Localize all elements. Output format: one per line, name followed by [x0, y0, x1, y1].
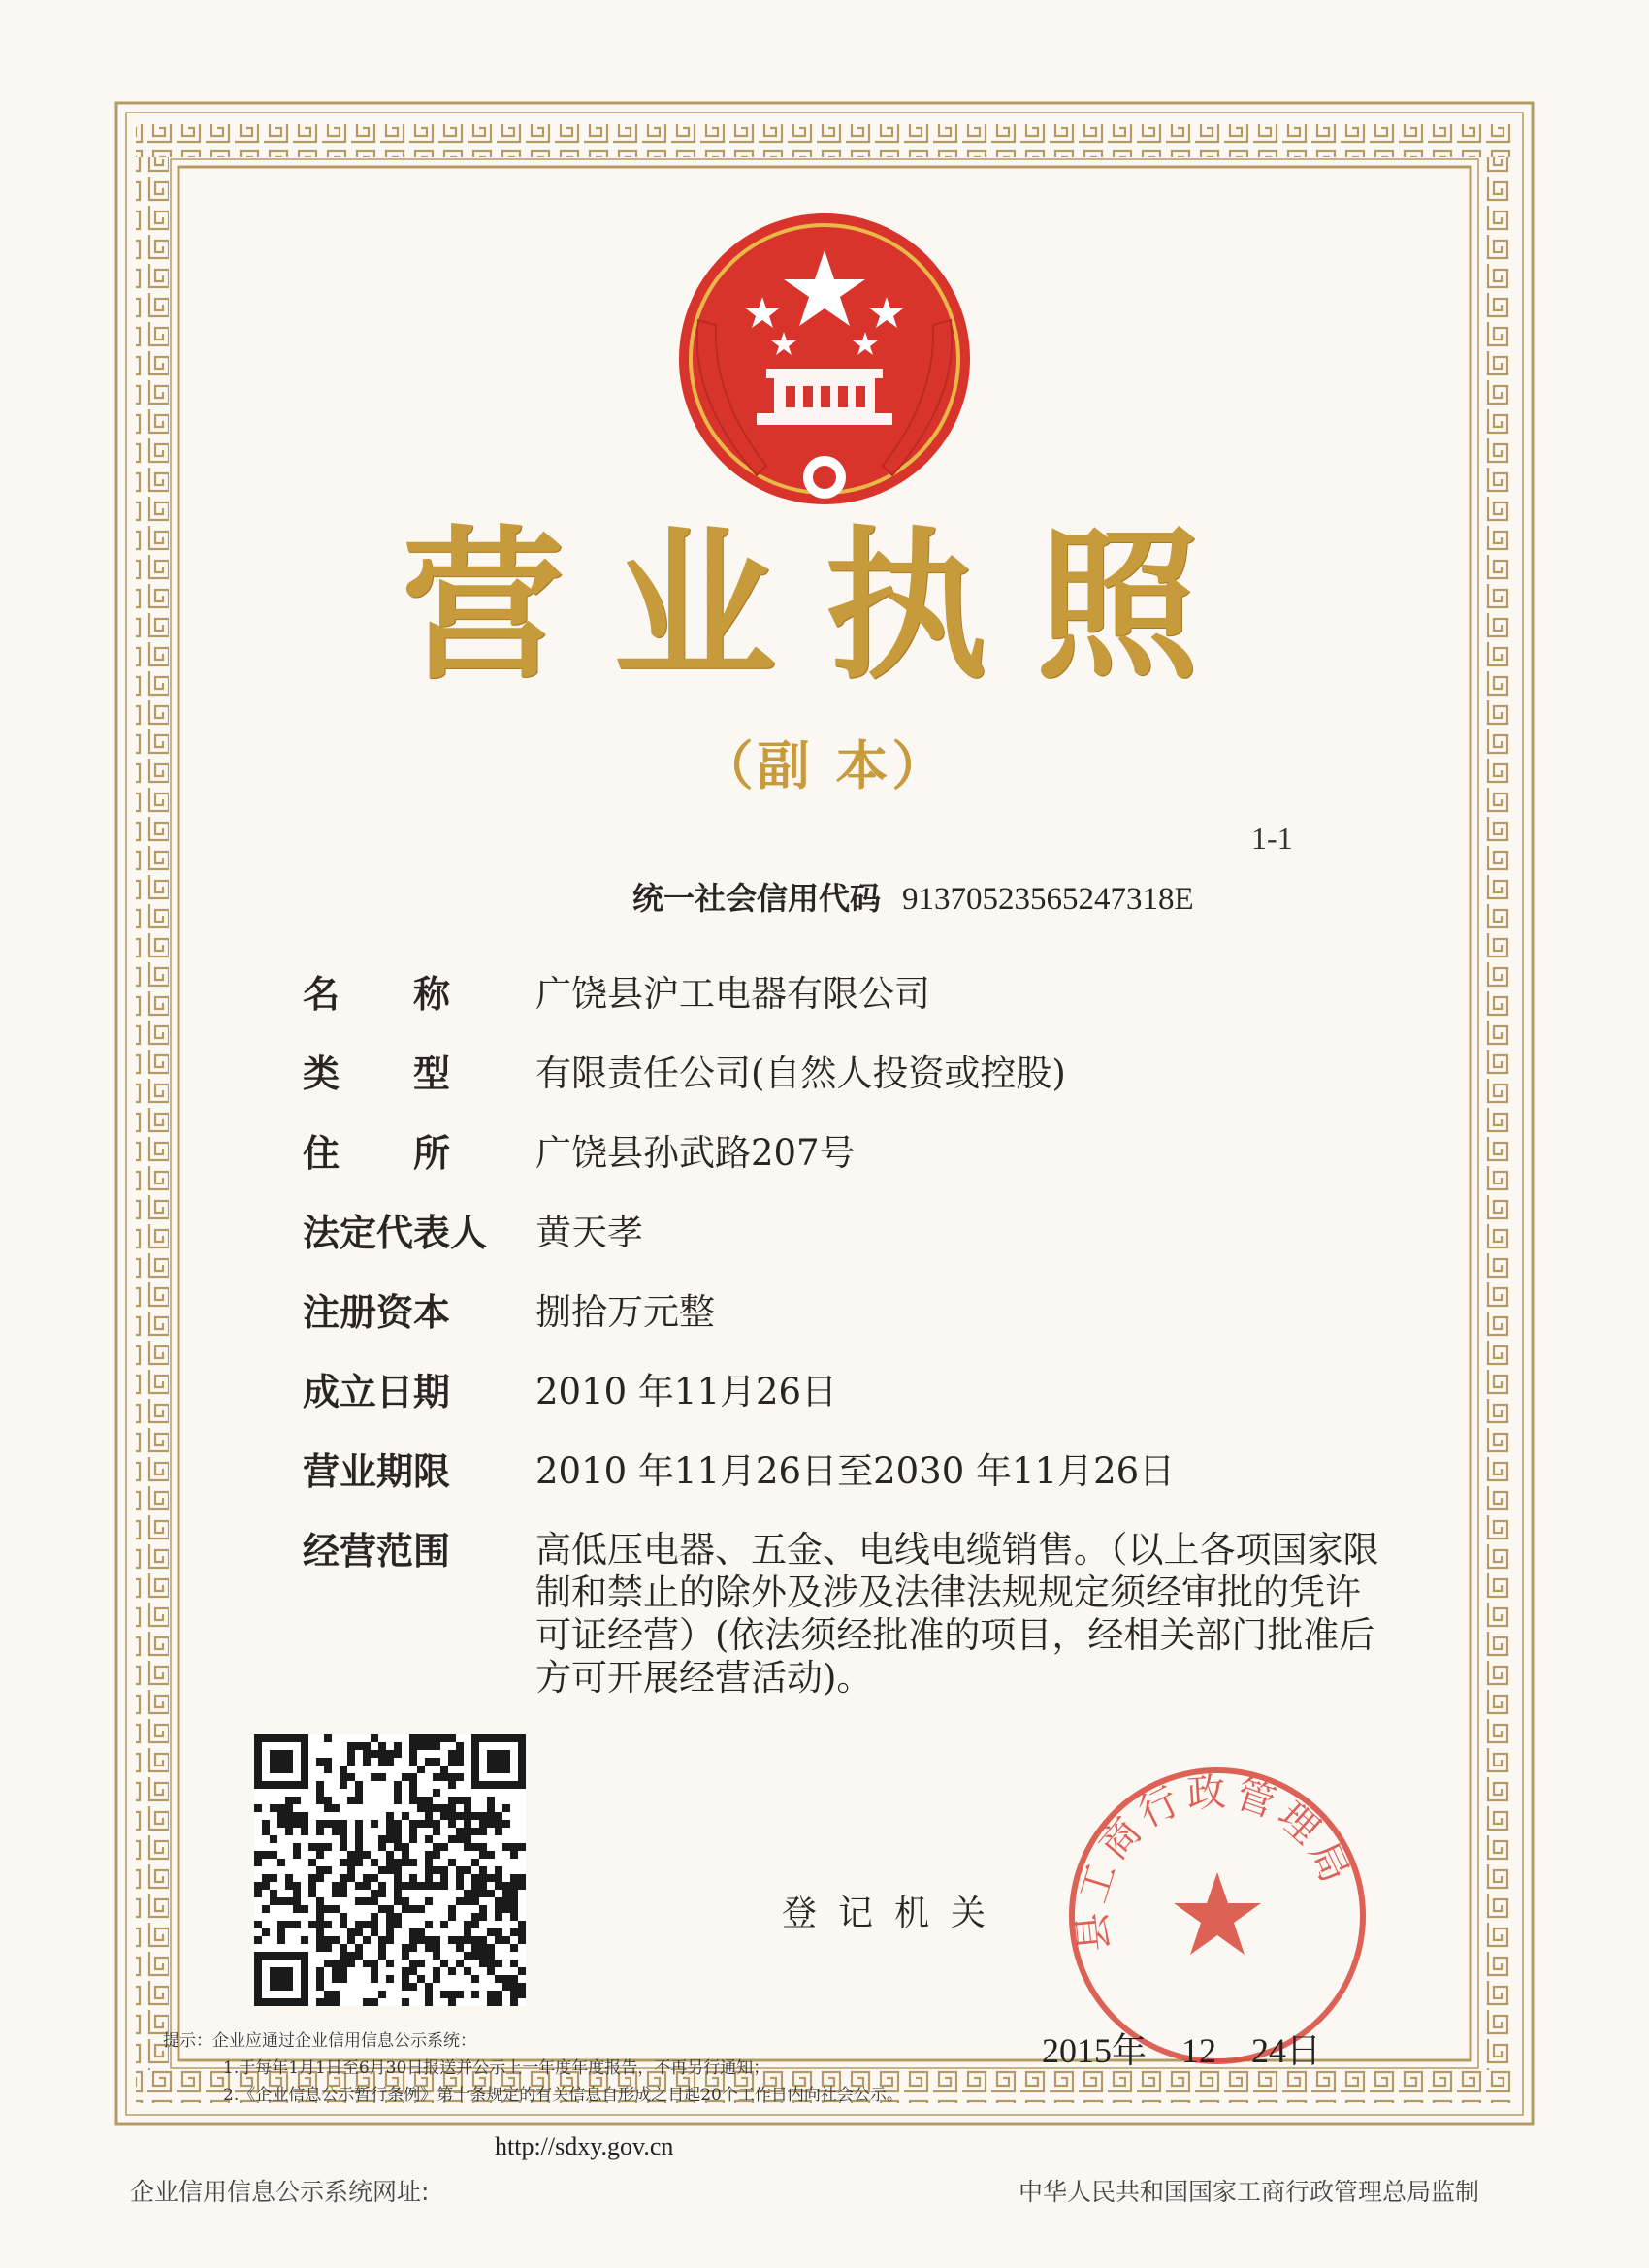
field-label: 法定代表人 — [303, 1212, 488, 1254]
field-value: 有限责任公司(自然人投资或控股) — [535, 1053, 1066, 1094]
field-value: 高低压电器、五金、电线电缆销售。（以上各项国家限制和禁止的除外及涉及法律法规规定须经审批的凭许可证经营）(依法须经批准的项目，经相关部门批准后方可开展经营活动)。 — [535, 1529, 1379, 1699]
document-title: 营业执照 — [402, 509, 1247, 701]
national-emblem — [669, 204, 980, 514]
page-number: 1-1 — [1251, 821, 1293, 856]
field-label: 注册资本 — [303, 1291, 451, 1334]
website-link[interactable]: http://sdxy.gov.cn — [495, 2132, 674, 2160]
field-label: 成立日期 — [303, 1371, 451, 1413]
notice-item: 2.《企业信息公示暂行条例》第十条规定的有关信息自形成之日起20个工作日内向社会公示。 — [223, 2086, 903, 2105]
field-label: 经营范围 — [303, 1530, 451, 1572]
field-value: 黄天孝 — [535, 1212, 643, 1253]
field-label: 类 型 — [303, 1053, 451, 1095]
field-label: 住 所 — [303, 1132, 451, 1175]
notice-heading: 提示：企业应通过企业信用信息公示系统： — [163, 2031, 476, 2051]
footer-left-text: 企业信用信息公示系统网址: — [130, 2178, 430, 2206]
document-subtitle: （副 本） — [700, 734, 949, 796]
notice-text — [163, 2027, 1055, 2109]
footer-right-text: 中华人民共和国国家工商行政管理总局监制 — [1018, 2178, 1480, 2206]
field-label: 名 称 — [303, 973, 451, 1016]
field-label: 营业期限 — [303, 1450, 451, 1493]
qr-code[interactable] — [254, 1734, 526, 2006]
credit-code — [632, 879, 1194, 919]
seal-text: 县工商行政管理局 — [1069, 1769, 1360, 1954]
field-value: 广饶县沪工电器有限公司 — [535, 973, 930, 1015]
credit-code-label: 统一社会信用代码 — [632, 880, 882, 917]
registration-authority-label: 登记机关 — [782, 1894, 1008, 1933]
field-value: 捌拾万元整 — [535, 1291, 715, 1333]
field-value: 2010 年11月26日至2030 年11月26日 — [535, 1450, 1176, 1492]
field-value: 2010 年11月26日 — [535, 1371, 838, 1412]
field-value: 广饶县孙武路207号 — [535, 1132, 856, 1174]
registration-date: 2015年 12 24日 — [1042, 2031, 1322, 2070]
notice-item: 1.于每年1月1日至6月30日报送并公示上一年度年度报告，不再另行通知； — [223, 2058, 770, 2078]
credit-code-value: 91370523565247318E — [902, 882, 1194, 917]
